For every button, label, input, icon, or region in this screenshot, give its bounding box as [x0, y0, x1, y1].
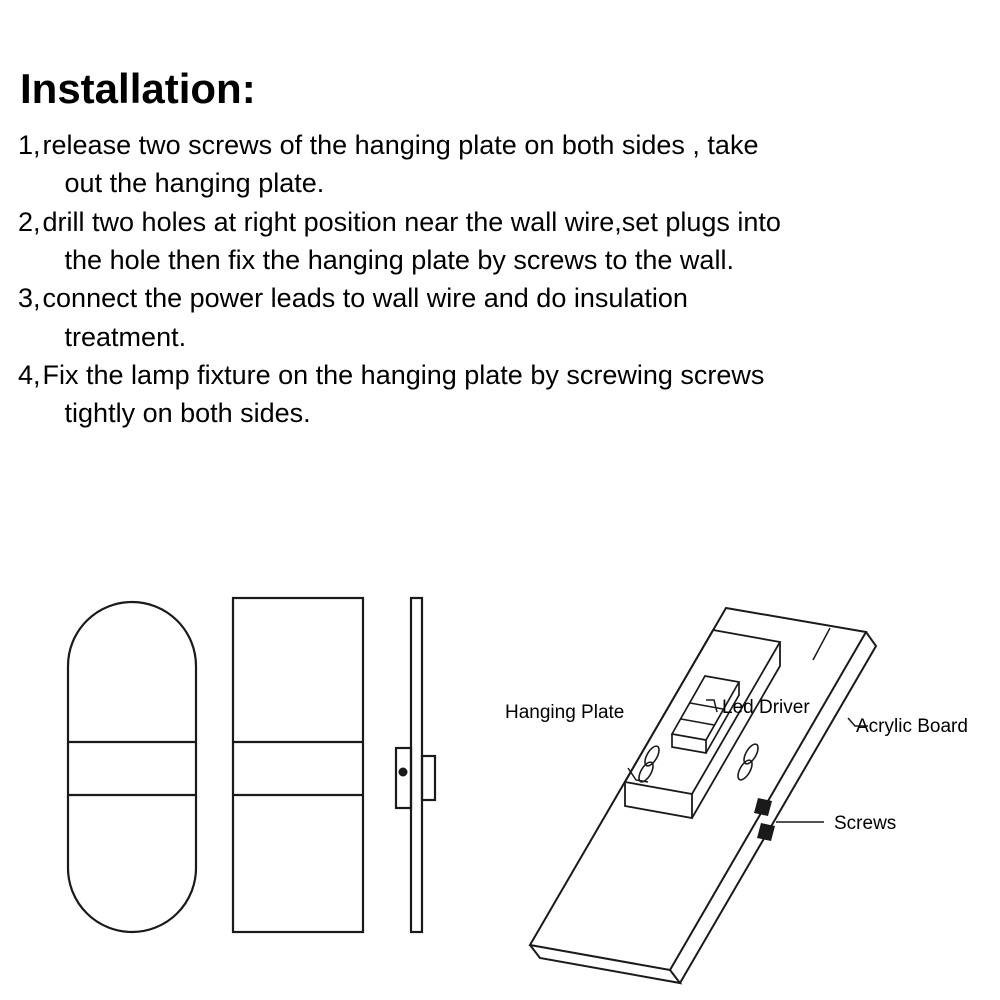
step-line-1: release two screws of the hanging plate on both sides , take: [42, 130, 759, 160]
step-number: 4,: [18, 359, 41, 390]
side-view-lamp: [396, 598, 435, 932]
callout-leader-lines: [628, 628, 868, 822]
installation-steps-list: [18, 126, 988, 433]
product-diagram: [0, 560, 1000, 990]
callout-label-screws: Screws: [834, 813, 897, 834]
list-item: [18, 203, 988, 280]
acrylic-board: [530, 608, 876, 983]
step-line-2: the hole then fix the hanging plate by screws to the wall.: [64, 244, 734, 275]
list-item: [18, 356, 988, 433]
step-line-2: out the hanging plate.: [64, 168, 325, 199]
mounting-slots: [636, 742, 761, 784]
step-line-1: Fix the lamp fixture on the hanging plate by screwing screws: [42, 359, 765, 390]
list-item: [18, 126, 988, 203]
callout-label-acrylic-board: Acrylic Board: [856, 716, 968, 737]
step-text: [41, 356, 988, 433]
step-number: 3,: [18, 283, 41, 314]
step-number: 1,: [18, 130, 41, 160]
exploded-perspective-assembly: [530, 608, 876, 983]
hanging-plate-housing: [625, 630, 780, 818]
step-text: [41, 126, 988, 203]
step-line-1: connect the power leads to wall wire and do insulation: [42, 283, 688, 314]
step-line-1: drill two holes at right position near the wall wire,set plugs into: [42, 206, 781, 237]
front-view-rectangular-lamp: [233, 598, 363, 932]
step-text: [41, 279, 988, 356]
step-number: 2,: [18, 206, 41, 237]
list-item: [18, 279, 988, 356]
callout-label-hanging-plate: Hanging Plate: [505, 702, 625, 723]
page-title: Installation:: [20, 65, 256, 112]
front-view-rounded-lamp: [68, 602, 196, 932]
step-line-2: tightly on both sides.: [64, 398, 311, 429]
step-text: [41, 203, 988, 280]
step-line-2: treatment.: [64, 321, 187, 352]
callout-label-led-driver: Led Driver: [722, 697, 810, 718]
